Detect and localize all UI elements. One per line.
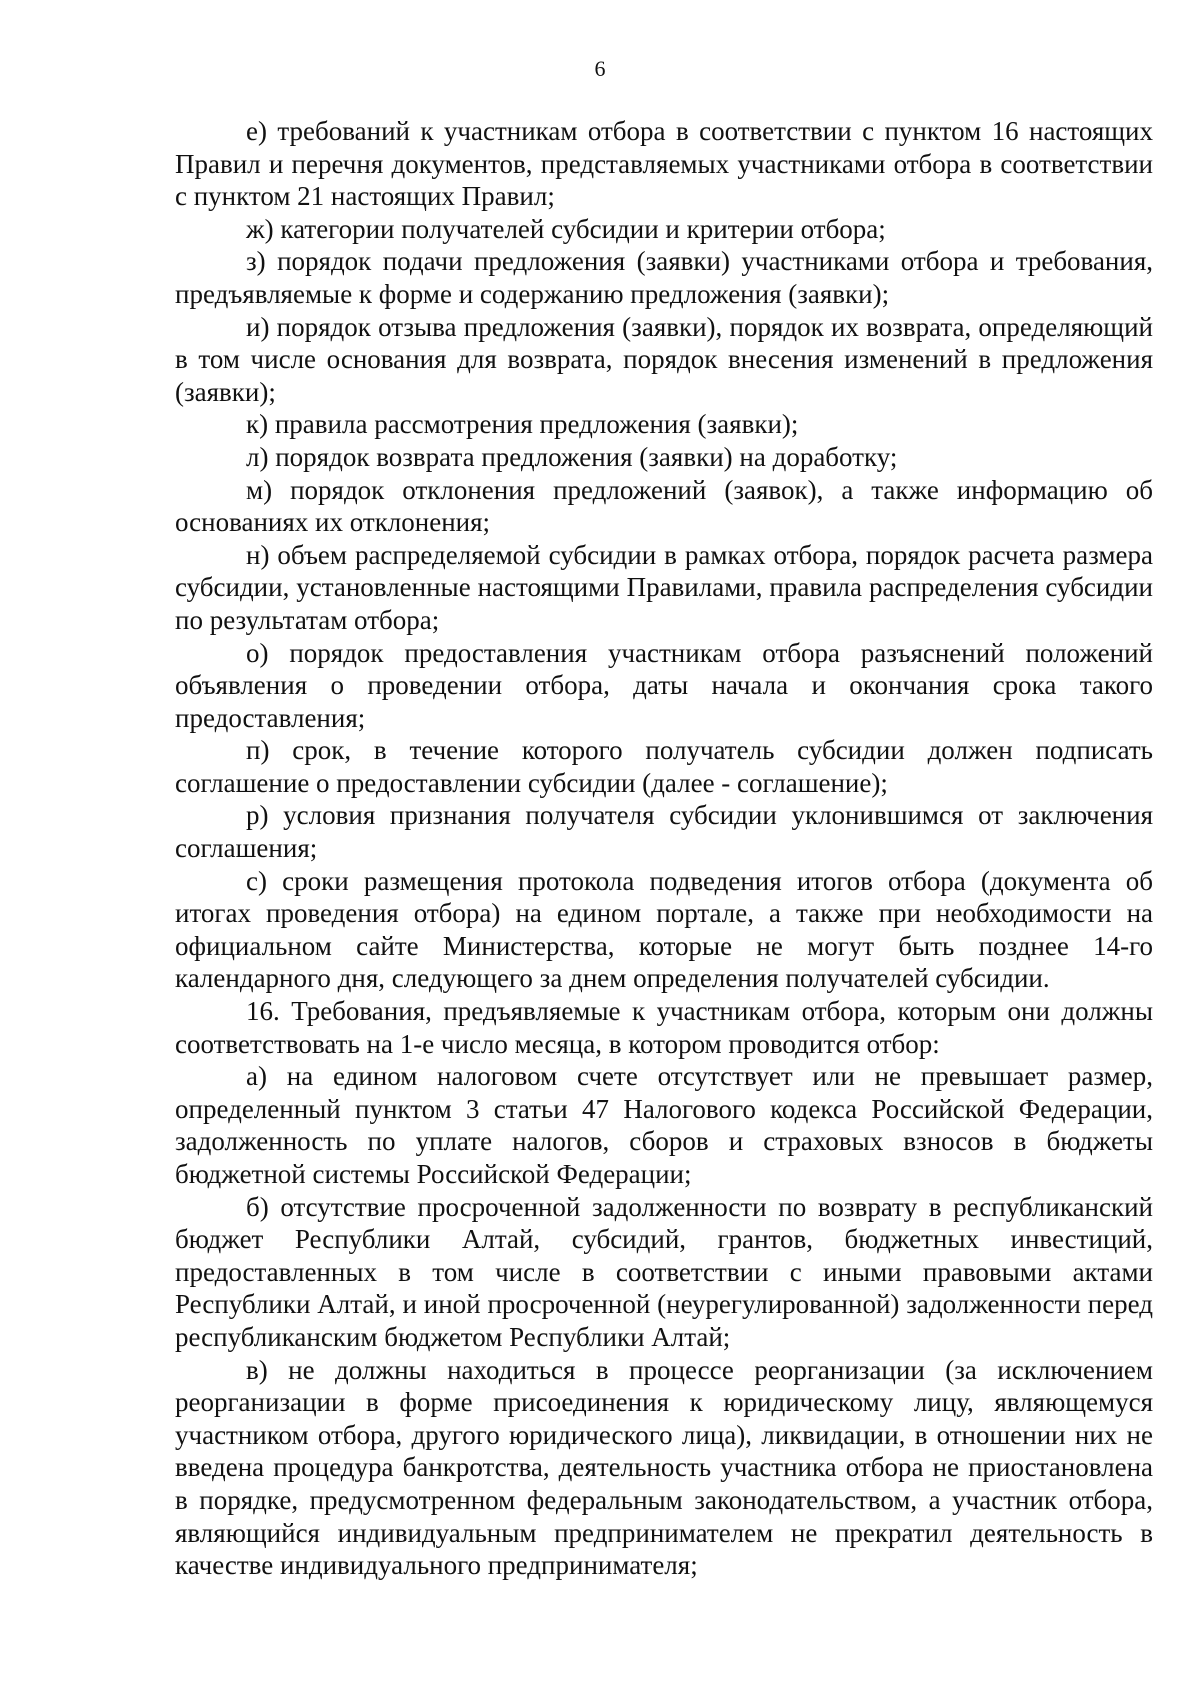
paragraph-item-e: е) требований к участникам отбора в соответствии с пунктом 16 настоящих Правил и перечня документов, представляемых участниками отбора в соответствии с пунктом 21 настоящих Правил; <box>175 116 1153 212</box>
paragraph-item-v: в) не должны находиться в процессе реорганизации (за исключением реорганизации в форме присоединения к юридическому лицу, являющемуся участником отбора, другого юридического лица), ликвидации, в отношении них не введена процедура банкротства, деятельность участника отбора не приостановлена в порядке, предусмотренном федеральным законодательством, а участник отбора, являющийся индивидуальным предпринимателем не прекратил деятельность в качестве индивидуального предпринимателя; <box>175 1354 1153 1581</box>
document-body <box>175 115 1153 1582</box>
paragraph-item-zh: ж) категории получателей субсидии и критерии отбора; <box>246 213 886 244</box>
paragraph-item-m: м) порядок отклонения предложений (заявок), а также информацию об основаниях их отклонения; <box>175 474 1153 538</box>
page-number: 6 <box>594 56 606 81</box>
paragraph-item-r: р) условия признания получателя субсидии уклонившимся от заключения соглашения; <box>175 800 1153 864</box>
paragraph-item-k: к) правила рассмотрения предложения (заявки); <box>246 409 799 440</box>
paragraph-item-a: а) на едином налоговом счете отсутствует или не превышает размер, определенный пунктом 3 статьи 47 Налогового кодекса Российской Федерации, задолженность по уплате налогов, сборов и страховых взносов в бюджеты бюджетной системы Российской Федерации; <box>175 1061 1153 1189</box>
paragraph-section-16: 16. Требования, предъявляемые к участникам отбора, которым они должны соответствовать на 1-е число месяца, в котором проводится отбор: <box>175 996 1153 1059</box>
paragraph-item-n: н) объем распределяемой субсидии в рамках отбора, порядок расчета размера субсидии, установленные настоящими Правилами, правила распределения субсидии по результатам отбора; <box>175 539 1153 635</box>
paragraph-item-p: п) срок, в течение которого получатель субсидии должен подписать соглашение о предоставлении субсидии (далее - соглашение); <box>175 735 1153 798</box>
paragraph-item-l: л) порядок возврата предложения (заявки) на доработку; <box>246 441 898 472</box>
paragraph-item-s: с) сроки размещения протокола подведения итогов отбора (документа об итогах проведения отбора) на едином портале, а также при необходимости на официальном сайте Министерства, которые не могут быть позднее 14-го календарного дня, следующего за днем определения получателей субсидии. <box>175 865 1153 994</box>
paragraph-item-b: б) отсутствие просроченной задолженности по возврату в республиканский бюджет Республики Алтай, субсидий, грантов, бюджетных инвестиций, предоставленных в том числе в соответствии с иными правовыми актами Республики Алтай, и иной просроченной (неурегулированной) задолженности перед республиканским бюджетом Республики Алтай; <box>175 1191 1153 1352</box>
paragraph-item-o: о) порядок предоставления участникам отбора разъяснений положений объявления о проведении отбора, даты начала и окончания срока такого предоставления; <box>175 637 1153 733</box>
paragraph-item-z: з) порядок подачи предложения (заявки) участниками отбора и требования, предъявляемые к форме и содержанию предложения (заявки); <box>175 246 1153 309</box>
paragraph-item-i: и) порядок отзыва предложения (заявки), порядок их возврата, определяющий в том числе основания для возврата, порядок внесения изменений в предложения (заявки); <box>175 311 1153 407</box>
